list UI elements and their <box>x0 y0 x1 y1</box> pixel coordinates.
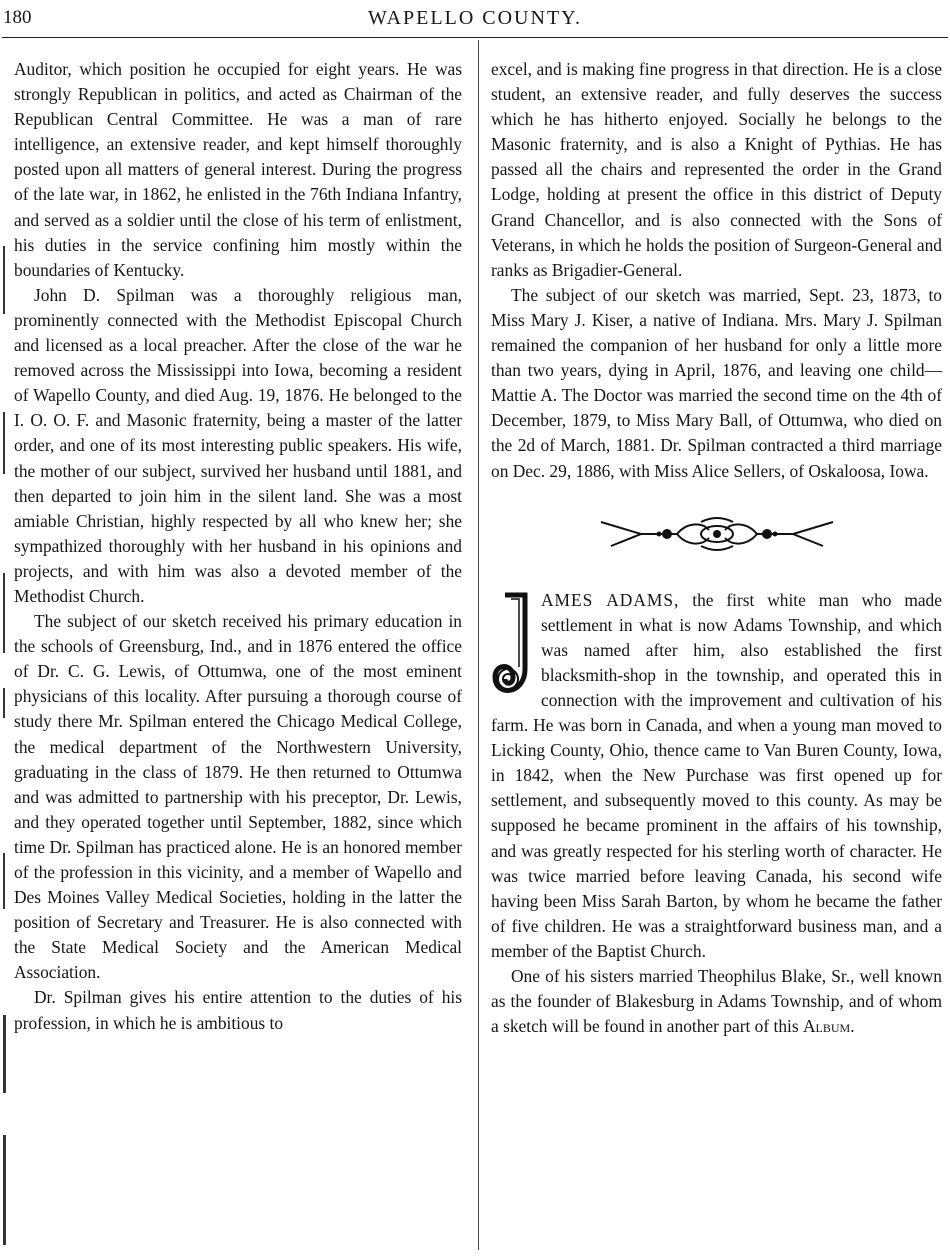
paragraph: John D. Spilman was a thoroughly religious man, prominently connected with the Methodist Episcopal Church and licensed as a local preacher. After the close of the war he removed across the Mississippi into Iowa, becoming a resident of Wapello County, and died Aug. 19, 1876. He belonged to the I. O. O. F. and Masonic fraternity, being a master of the latter order, and one of its most interesting public speakers. His wife, the mother of our subject, survived her husband until 1881, and then departed to join him in the silent land. She was a most amiable Christian, highly respected by all who knew her; she sympathized thoroughly with her husband in his opinions and projects, and with him was also a devoted member of the Methodist Church. <box>14 284 462 606</box>
column-divider <box>478 40 479 1250</box>
paragraph: excel, and is making fine progress in that direction. He is a close student, an extensive reader, and fully deserves the success which he has hitherto enjoyed. Socially he belongs to the Masonic fraternity, and is also a Knight of Pythias. He has passed all the chairs and represented the order in the Grand Lodge, holding at present the office in this district of Deputy Grand Chancellor, and is also connected with the Sons of Veterans, in which he holds the position of Surgeon-General and ranks as Brigadier-General. <box>491 59 942 280</box>
scan-edge-mark <box>3 1135 6 1245</box>
page-number: 180 <box>3 7 32 28</box>
header-rule <box>2 37 948 38</box>
paragraph-text: One of his sisters married Theophilus Blake, Sr., well known as the founder of Blakesburg in Adams Township, and of whom a sketch will be found in another part of this <box>491 966 942 1037</box>
drop-cap-letter: J <box>491 590 492 592</box>
paragraph <box>491 588 942 964</box>
scan-edge-mark <box>3 246 5 314</box>
lead-name: AMES ADAMS, <box>541 589 680 610</box>
scan-edge-mark <box>3 573 5 653</box>
paragraph: The subject of our sketch received his primary education in the schools of Greensburg, Ind., and in 1876 entered the office of Dr. C. G. Lewis, of Ottumwa, one of the most eminent physicians of this locality. After pursuing a thorough course of study there Mr. Spilman entered the Chicago Medical College, the medical department of the Northwestern University, graduating in the class of 1879. He then returned to Ottumwa and was admitted to partnership with his preceptor, Dr. Lewis, and they operated together until September, 1882, since which time Dr. Spilman has practiced alone. He is an honored member of the profession in this vicinity, and a member of Wapello and Des Moines Valley Medical Societies, holding in the latter the position of Secretary and Treasurer. He is also connected with the State Medical Society and the American Medical Association. <box>14 611 462 983</box>
scan-edge-mark <box>3 853 5 909</box>
right-column <box>491 57 942 1039</box>
paragraph: Dr. Spilman gives his entire attention to the duties of his profession, in which he is ambitious to <box>14 987 462 1033</box>
paragraph: Auditor, which position he occupied for eight years. He was strongly Republican in politics, and acted as Chairman of the Republican Central Committee. He was a man of rare intelligence, an extensive reader, and kept himself thoroughly posted upon all matters of general interest. During the progress of the late war, in 1862, he enlisted in the 76th Indiana Infantry, and served as a soldier until the close of his term of enlistment, his duties in the service confining him mostly within the boundaries of Kentucky. <box>14 59 462 280</box>
scan-edge-mark <box>3 688 5 718</box>
left-column <box>14 57 462 1036</box>
adams-sketch <box>491 588 942 1040</box>
drop-cap-ornament <box>491 591 535 706</box>
scan-edge-mark <box>3 412 5 474</box>
paragraph <box>491 964 942 1039</box>
paragraph-text: the first white man who made settlement in what is now Adams Township, and which was named after him, also established the first blacksmith-shop in the township, and operated this in connection with the improvement and cultivation of his farm. He was born in Canada, and when a young man moved to Licking County, Ohio, thence came to Van Buren County, Iowa, in 1842, when the New Purchase was first opened up for settlement, and subsequently moved to this county. As may be supposed he became prominent in the affairs of his township, and was greatly respected for his sterling worth of character. He was twice married before leaving Canada, his second wife having been Miss Sarah Barton, by whom he became the father of five children. He was a straightforward business man, and a member of the Baptist Church. <box>491 589 942 961</box>
scan-edge-mark <box>3 1015 6 1093</box>
ornament-divider <box>597 512 837 552</box>
running-title: WAPELLO COUNTY. <box>367 7 583 29</box>
paragraph: The subject of our sketch was married, Sept. 23, 1873, to Miss Mary J. Kiser, a native of Indiana. Mrs. Mary J. Spilman remained the companion of her husband for only a little more than two years, dying in April, 1876, and leaving one child—Mattie A. The Doctor was married the second time on the 4th of December, 1879, to Miss Mary Ball, of Ottumwa, who died on the 2d of March, 1881. Dr. Spilman contracted a third marriage on Dec. 29, 1886, with Miss Alice Sellers, of Oskaloosa, Iowa. <box>491 284 942 481</box>
album-word: Album. <box>803 1016 855 1037</box>
